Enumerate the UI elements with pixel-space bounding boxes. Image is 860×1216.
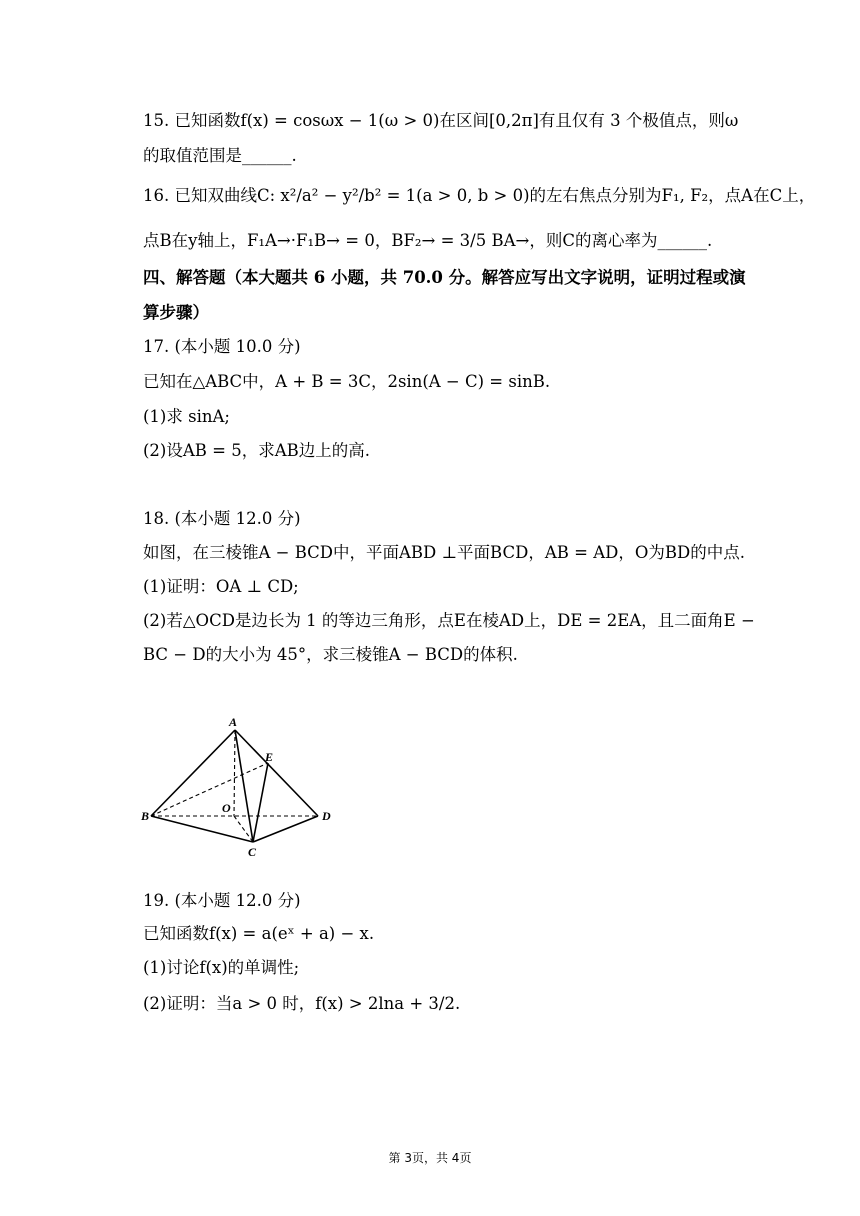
q16-line-1: 16. 已知双曲线C: x²/a² − y²/b² = 1(a > 0, b > 0)的左右焦点分别为F₁, F₂，点A在C上，: [143, 186, 816, 205]
label-e: E: [265, 750, 274, 764]
q19-header: 19. (本小题 12.0 分): [143, 891, 301, 910]
section-4-heading-line-2: 算步骤）: [143, 303, 209, 322]
q19-part-1: (1)讨论f(x)的单调性;: [143, 958, 300, 977]
edge-bc: [151, 816, 253, 842]
q17-stem: 已知在△ABC中，A + B = 3C，2sin(A − C) = sinB.: [143, 372, 551, 391]
q18-part-2-line-2: BC − D的大小为 45°，求三棱锥A − BCD的体积.: [143, 645, 518, 664]
q18-stem: 如图，在三棱锥A − BCD中，平面ABD ⊥平面BCD，AB = AD，O为BD的中点.: [143, 543, 745, 562]
q15-line-2: 的取值范围是______.: [143, 146, 297, 165]
page-footer: 第 3页，共 4页: [388, 1151, 472, 1165]
tetrahedron-figure: [138, 716, 338, 864]
q18-header: 18. (本小题 12.0 分): [143, 509, 301, 528]
q17-part-2: (2)设AB = 5，求AB边上的高.: [143, 441, 371, 460]
segment-ao-hidden: [234, 730, 235, 816]
label-b: B: [141, 809, 150, 823]
q18-part-1: (1)证明：OA ⊥ CD;: [143, 577, 299, 596]
label-o: O: [222, 801, 231, 815]
segment-be-hidden: [151, 763, 268, 816]
section-4-heading-line-1: 四、解答题（本大题共 6 小题，共 70.0 分。解答应写出文字说明，证明过程或演: [143, 268, 746, 287]
q18-part-2-line-1: (2)若△OCD是边长为 1 的等边三角形，点E在棱AD上，DE = 2EA，且二面角E −: [143, 611, 755, 630]
label-a: A: [229, 716, 238, 729]
q19-part-2: (2)证明：当a > 0 时，f(x) > 2lna + 3/2.: [143, 994, 461, 1013]
q17-header: 17. (本小题 10.0 分): [143, 337, 301, 356]
q17-part-1: (1)求 sinA;: [143, 407, 230, 426]
label-d: D: [322, 809, 331, 823]
q15-line-1: 15. 已知函数f(x) = cosωx − 1(ω > 0)在区间[0,2π]有且仅有 3 个极值点，则ω: [143, 111, 739, 130]
label-c: C: [248, 845, 257, 859]
edge-cd: [253, 816, 318, 842]
segment-ce: [253, 763, 268, 842]
q19-stem: 已知函数f(x) = a(eˣ + a) − x.: [143, 924, 375, 943]
q16-line-2: 点B在y轴上，F₁A→·F₁B→ = 0，BF₂→ = 3/5 BA→，则C的离心率为______.: [143, 231, 713, 250]
